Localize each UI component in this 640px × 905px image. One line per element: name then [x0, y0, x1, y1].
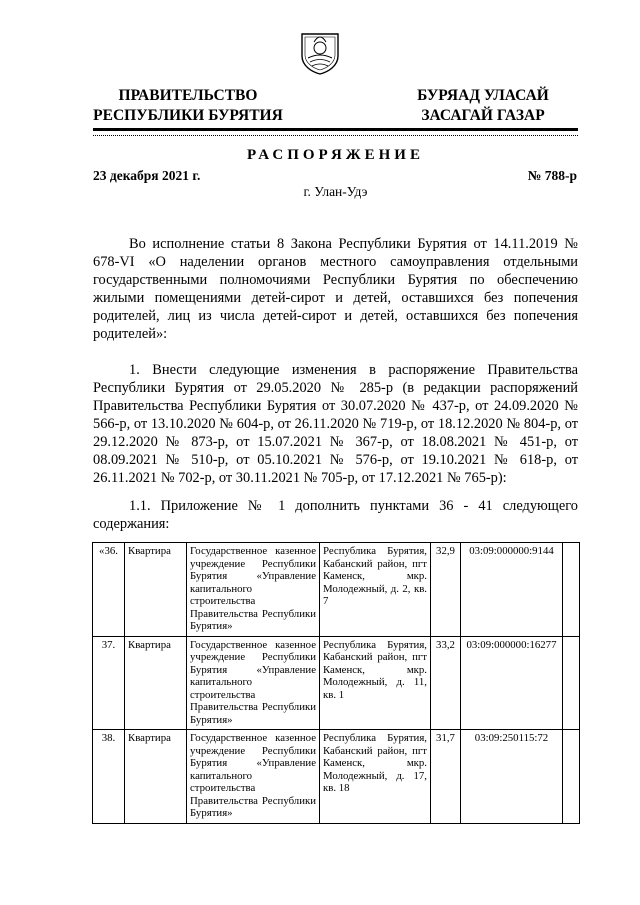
- property-area: 32,9: [431, 543, 461, 637]
- row-number: 37.: [93, 636, 125, 730]
- government-name-buryat-line2: ЗАСАГАЙ ГАЗАР: [421, 107, 545, 124]
- cadastral-number: 03:09:250115:72: [461, 730, 563, 824]
- government-name-buryat-line1: БУРЯАД УЛАСАЙ: [417, 87, 549, 104]
- header-divider: [93, 128, 578, 131]
- extra-cell: [563, 543, 580, 637]
- government-name-russian: [88, 86, 288, 126]
- cadastral-number: 03:09:000000:16277: [461, 636, 563, 730]
- cadastral-number: 03:09:000000:9144: [461, 543, 563, 637]
- property-area: 33,2: [431, 636, 461, 730]
- document-title: РАСПОРЯЖЕНИЕ: [247, 147, 424, 163]
- table-row: [93, 636, 580, 730]
- header-divider-dotted: [93, 135, 578, 136]
- property-table: [92, 542, 580, 824]
- extra-cell: [563, 636, 580, 730]
- property-owner: Государственное казенное учреждение Республики Бурятия «Управление капитального строительства Правительства Республики Бурятия»: [187, 730, 320, 824]
- property-address: Республика Бурятия, Кабанский район, пгт Каменск, мкр. Молодежный, д. 17, кв. 18: [320, 730, 431, 824]
- coat-of-arms-icon: [298, 28, 342, 76]
- property-type: Квартира: [125, 543, 187, 637]
- property-area: 31,7: [431, 730, 461, 824]
- extra-cell: [563, 730, 580, 824]
- property-type: Квартира: [125, 730, 187, 824]
- property-address: Республика Бурятия, Кабанский район, пгт Каменск, мкр. Молодежный, д. 2, кв. 7: [320, 543, 431, 637]
- table-row: [93, 730, 580, 824]
- property-type: Квартира: [125, 636, 187, 730]
- property-owner: Государственное казенное учреждение Республики Бурятия «Управление капитального строительства Правительства Республики Бурятия»: [187, 636, 320, 730]
- table-row: [93, 543, 580, 637]
- government-name-line1: ПРАВИТЕЛЬСТВО: [118, 87, 258, 104]
- document-number: № 788-р: [527, 168, 577, 183]
- row-number: 38.: [93, 730, 125, 824]
- row-number: «36.: [93, 543, 125, 637]
- government-name-line2: РЕСПУБЛИКИ БУРЯТИЯ: [93, 107, 283, 124]
- preamble-paragraph: Во исполнение статьи 8 Закона Республики Бурятия от 14.11.2019 № 678-VI «О наделении органов местного самоуправления отдельными государственными полномочиями Республики Бурятия по обеспечению жилыми помещениями детей-сирот и детей, оставшихся без попечения родителей, лиц из числа детей-сирот и детей, оставшихся без попечения родителей»:: [93, 236, 578, 342]
- document-date: 23 декабря 2021 г.: [93, 168, 201, 183]
- property-owner: Государственное казенное учреждение Республики Бурятия «Управление капитального строительства Правительства Республики Бурятия»: [187, 543, 320, 637]
- clause-1-1-paragraph: 1.1. Приложение № 1 дополнить пунктами 36 - 41 следующего содержания:: [93, 498, 578, 532]
- document-city: г. Улан-Удэ: [303, 184, 368, 199]
- property-address: Республика Бурятия, Кабанский район, пгт Каменск, мкр. Молодежный, д. 11, кв. 1: [320, 636, 431, 730]
- clause-1-paragraph: 1. Внести следующие изменения в распоряжение Правительства Республики Бурятия от 29.05.2020 № 285-р (в редакции распоряжений Правительства Республики Бурятия от 30.07.2020 № 437-р, от 24.09.2020 № 566-р, от 13.10.2020 № 604-р, от 26.11.2020 № 719-р, от 18.12.2020 № 804-р, от 29.12.2020 № 873-р, от 15.07.2021 № 367-р, от 18.08.2021 № 451-р, от 08.09.2021 № 510-р, от 05.10.2021 № 576-р, от 19.10.2021 № 618-р, от 26.11.2021 № 702-р, от 30.11.2021 № 705-р, от 17.12.2021 № 765-р):: [93, 362, 578, 486]
- government-name-buryat: [408, 86, 558, 126]
